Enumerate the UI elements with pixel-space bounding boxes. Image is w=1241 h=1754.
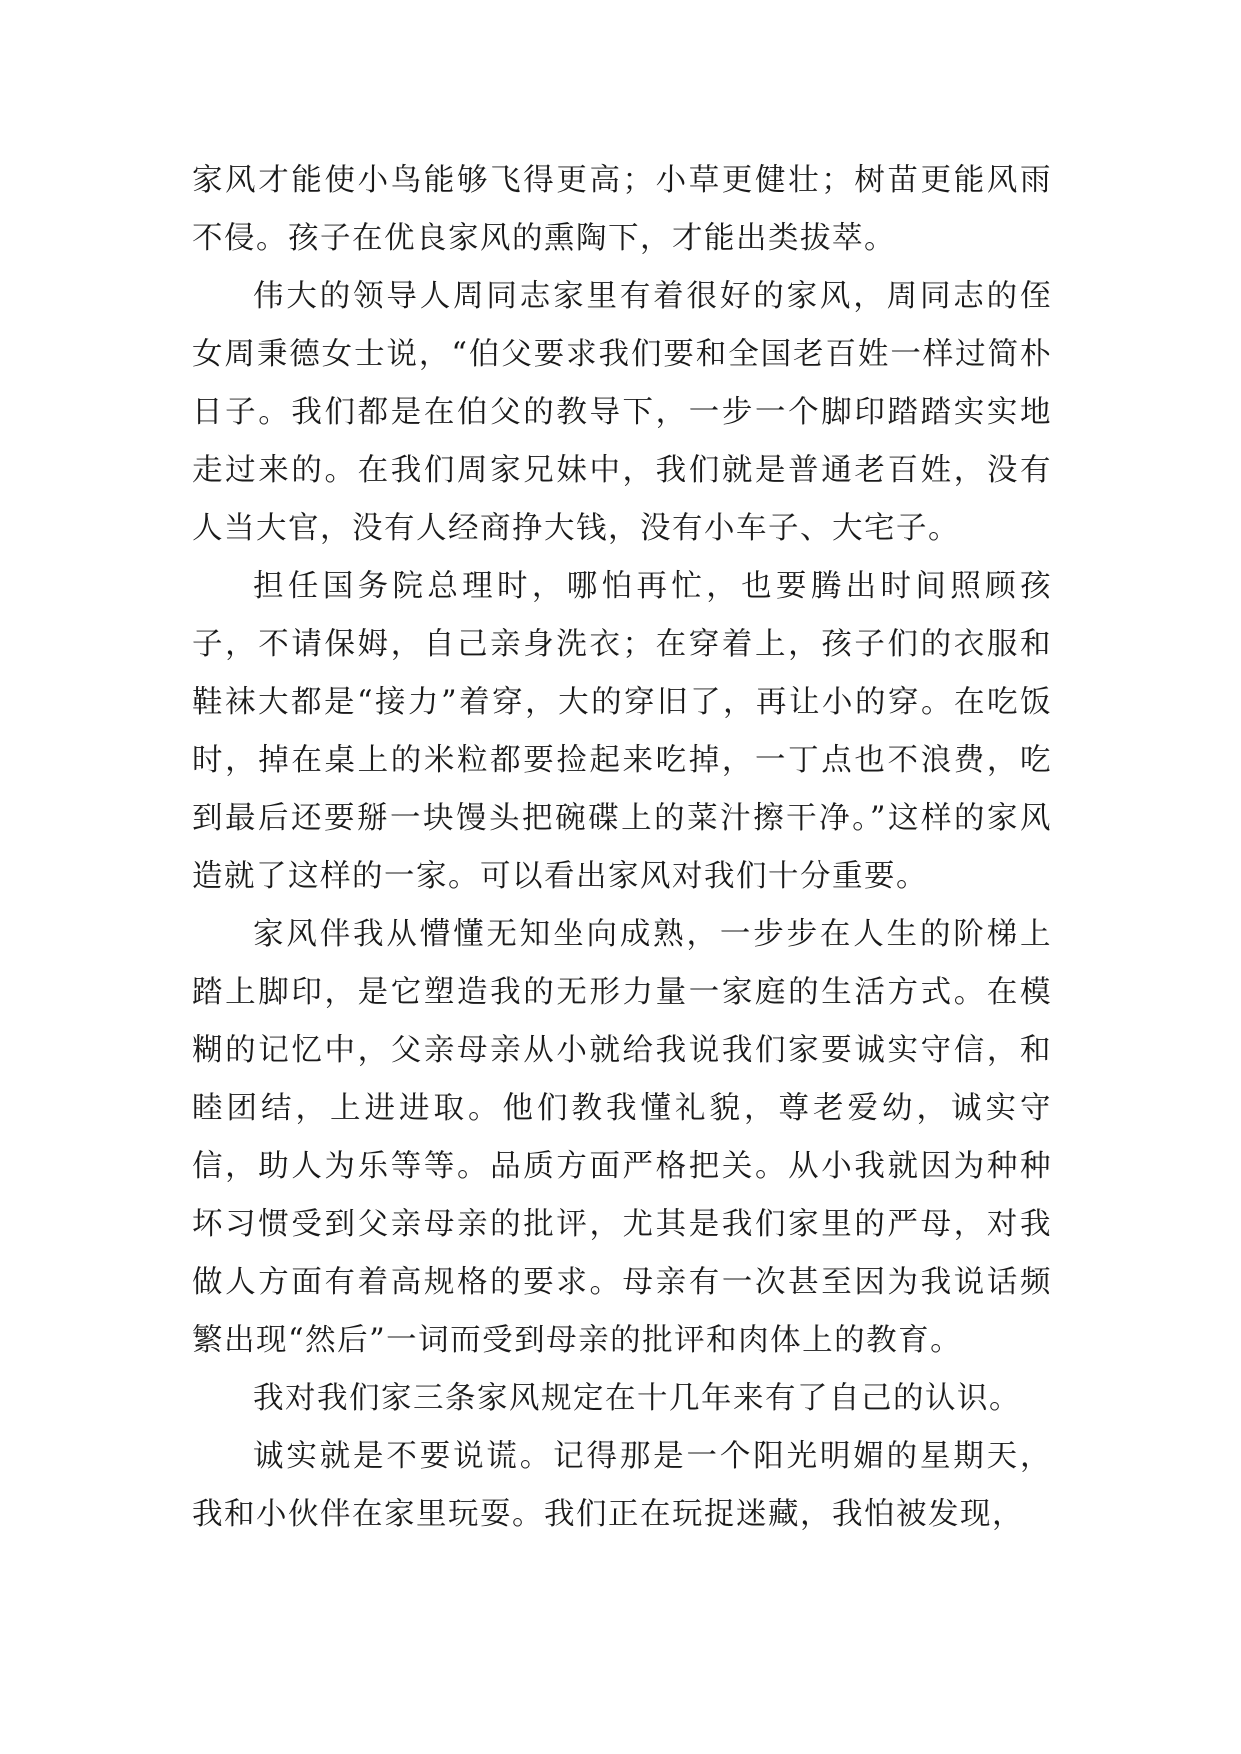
paragraph-5: 我对我们家三条家风规定在十几年来有了自己的认识。	[253, 1381, 1021, 1416]
paragraph-4: 家风伴我从懵懂无知坐向成熟，一步步在人生的阶梯上踏上脚印，是它塑造我的无形力量一家庭的生活方式。在模糊的记忆中，父亲母亲从小就给我说我们家要诚实守信，和睦团结，上进进取。他们教我懂礼貌，尊老爱幼，诚实守信，助人为乐等等。品质方面严格把关。从小我就因为种种坏习惯受到父亲母亲的批评，尤其是我们家里的严母，对我做人方面有着高规格的要求。母亲有一次甚至因为我说话频繁出现“然后”一词而受到母亲的批评和肉体上的教育。	[192, 917, 1052, 1358]
paragraph-2: 伟大的领导人周同志家里有着很好的家风，周同志的侄女周秉德女士说，“伯父要求我们要和全国老百姓一样过简朴日子。我们都是在伯父的教导下，一步一个脚印踏踏实实地走过来的。在我们周家兄妹中，我们就是普通老百姓，没有人当大官，没有人经商挣大钱，没有小车子、大宅子。	[192, 279, 1052, 546]
paragraph-1: 家风才能使小鸟能够飞得更高；小草更健壮；树苗更能风雨不侵。孩子在优良家风的熏陶下，才能出类拔萃。	[192, 163, 1052, 256]
paragraph-6: 诚实就是不要说谎。记得那是一个阳光明媚的星期天，我和小伙伴在家里玩耍。我们正在玩捉迷藏，我怕被发现，	[192, 1439, 1052, 1532]
document-body	[192, 152, 1052, 1544]
paragraph-3: 担任国务院总理时，哪怕再忙，也要腾出时间照顾孩子，不请保姆，自己亲身洗衣；在穿着上，孩子们的衣服和鞋袜大都是“接力”着穿，大的穿旧了，再让小的穿。在吃饭时，掉在桌上的米粒都要捡起来吃掉，一丁点也不浪费，吃到最后还要掰一块馒头把碗碟上的菜汁擦干净。”这样的家风造就了这样的一家。可以看出家风对我们十分重要。	[192, 569, 1052, 894]
